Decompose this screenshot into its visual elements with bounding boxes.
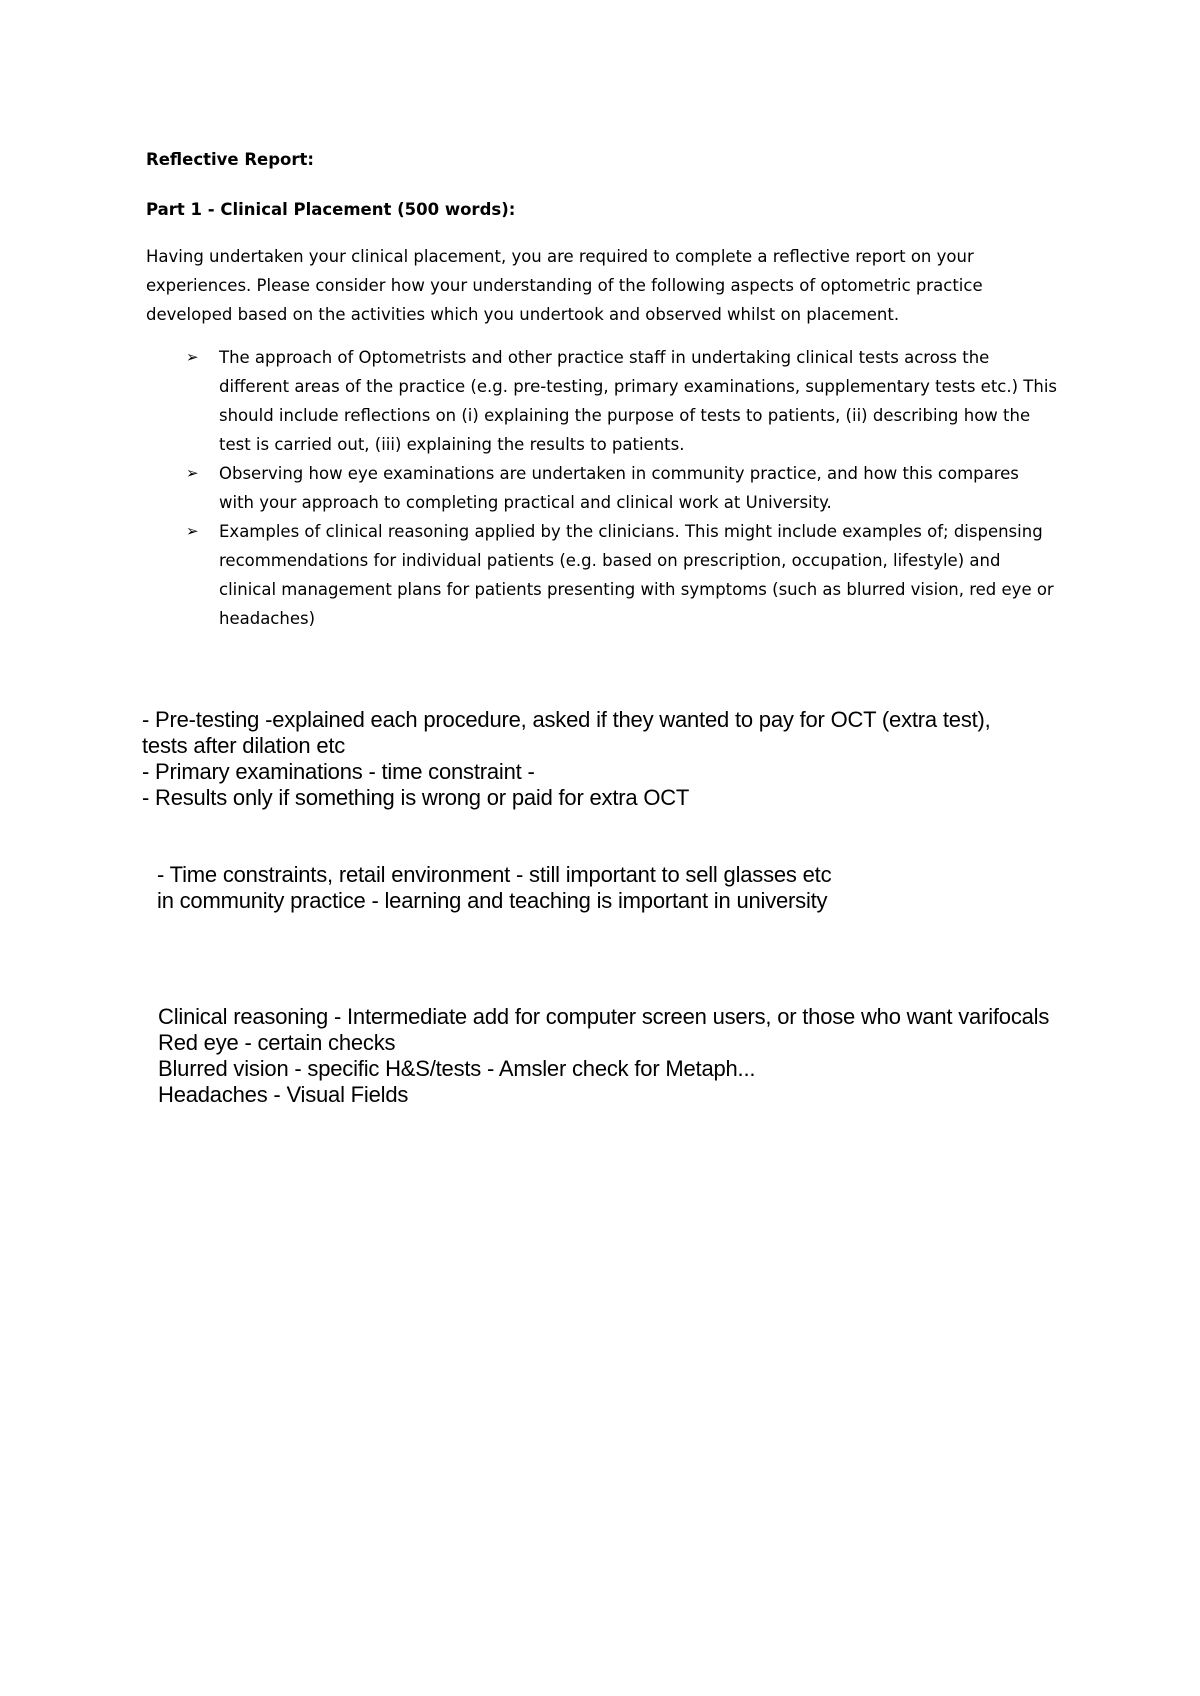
note-line: - Results only if something is wrong or paid for extra OCT: [142, 785, 690, 810]
note-line: tests after dilation etc: [142, 733, 346, 758]
note-line: Headaches - Visual Fields: [158, 1082, 409, 1107]
note-line: - Primary examinations - time constraint -: [142, 759, 535, 784]
note-line: Red eye - certain checks: [158, 1030, 396, 1055]
list-item-text: The approach of Optometrists and other practice staff in undertaking clinical tests across the different areas of the practice (e.g. pre-testing, primary examinations, supplementary tests etc.) This should include reflections on (i) explaining the purpose of tests to patients, (ii) describing how the test is carried out, (iii) explaining the results to patients.: [219, 348, 1058, 454]
arrow-bullet-icon: ➢: [186, 348, 199, 366]
note-line: Blurred vision - specific H&S/tests - Amsler check for Metaph...: [158, 1056, 756, 1081]
list-item-text: Observing how eye examinations are undertaken in community practice, and how this compares with your approach to completing practical and clinical work at University.: [219, 464, 1019, 512]
intro-paragraph: Having undertaken your clinical placement, you are required to complete a reflective report on your experiences. Please consider how your understanding of the following aspects of optometric practice developed based on the activities which you undertook and observed whilst on placement.: [146, 247, 983, 324]
list-item: [146, 459, 1059, 517]
aspects-list: [146, 343, 1086, 633]
note-line: - Pre-testing -explained each procedure, asked if they wanted to pay for OCT (extra test),: [142, 707, 991, 732]
assignment-brief: [146, 145, 1086, 633]
note-line: Clinical reasoning - Intermediate add for computer screen users, or those who want varifocals: [158, 1004, 1050, 1029]
note-line: - Time constraints, retail environment - still important to sell glasses etc: [157, 862, 832, 887]
arrow-bullet-icon: ➢: [186, 464, 199, 482]
list-item-text: Examples of clinical reasoning applied by the clinicians. This might include examples of; dispensing recommendations for individual patients (e.g. based on prescription, occupation, lifestyle) and clinical management plans for patients presenting with symptoms (such as blurred vision, red eye or headaches): [219, 522, 1054, 628]
notes-block-clinical-tests: [142, 707, 1062, 811]
arrow-bullet-icon: ➢: [186, 522, 199, 540]
part-heading: Part 1 - Clinical Placement (500 words):: [146, 200, 516, 219]
list-item: [146, 517, 1059, 633]
list-item: [146, 343, 1059, 459]
notes-block-community-practice: [157, 862, 1077, 914]
report-title: Reflective Report:: [146, 150, 314, 169]
note-line: in community practice - learning and teaching is important in university: [157, 888, 828, 913]
notes-block-clinical-reasoning: [158, 1004, 1118, 1108]
